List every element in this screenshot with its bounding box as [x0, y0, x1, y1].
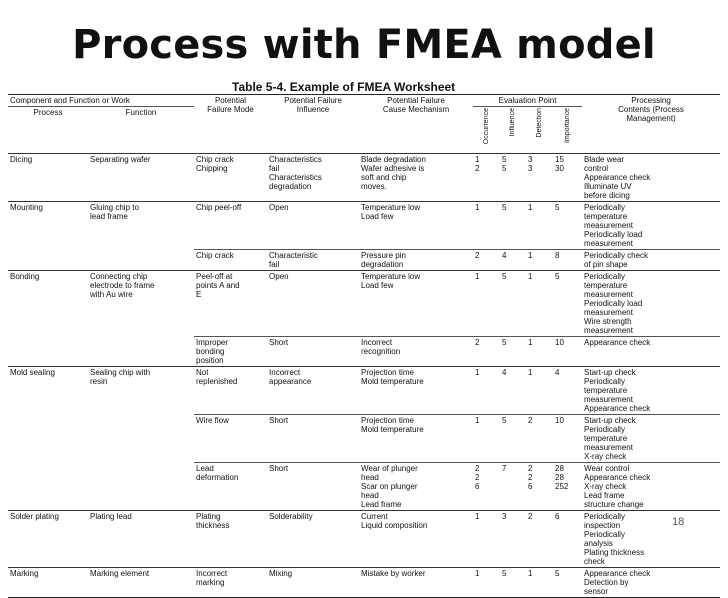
table-row: [8, 202, 720, 250]
table-row: [8, 154, 720, 202]
table-row: [8, 463, 720, 511]
cell-influence: 7: [500, 463, 526, 511]
cell-detection: 1: [526, 250, 553, 271]
cell-processing-contents: Start-up check Periodically temperature measurement Appearance check: [582, 367, 720, 415]
table-caption: Table 5-4. Example of FMEA Worksheet: [232, 80, 456, 94]
cell-importance: 5: [553, 568, 582, 598]
table-row: [8, 250, 720, 271]
cell-failure-cause: Projection time Mold temperature: [359, 367, 473, 415]
cell-process: Mold sealing: [8, 367, 88, 415]
cell-processing-contents: Periodically temperature measurement Periodically load measurement: [582, 202, 720, 250]
table-row: [8, 511, 720, 568]
cell-occurrence: 1: [473, 511, 500, 568]
table-row: [8, 568, 720, 598]
cell-process: Marking: [8, 568, 88, 598]
cell-failure-cause: Current Liquid composition: [359, 511, 473, 568]
cell-process: Dicing: [8, 154, 88, 202]
slide-title: Process with FMEA model: [72, 22, 656, 68]
cell-process: [8, 463, 88, 511]
cell-detection: 1: [526, 337, 553, 367]
cell-process: Bonding: [8, 271, 88, 337]
cell-failure-cause: Temperature low Load few: [359, 202, 473, 250]
cell-importance: 5: [553, 271, 582, 337]
cell-influence: 3: [500, 511, 526, 568]
header-influence: Influence: [509, 108, 517, 137]
cell-detection: 1: [526, 271, 553, 337]
cell-failure-mode: Wire flow: [194, 415, 267, 463]
page-number: 18: [672, 516, 685, 528]
cell-failure-influence: Characteristics fail Characteristics degradation: [267, 154, 359, 202]
cell-detection: 2: [526, 415, 553, 463]
cell-function: Marking element: [88, 568, 194, 598]
fmea-worksheet-table: [8, 94, 720, 598]
header-failure-cause: Potential Failure Cause Mechanism: [359, 95, 473, 154]
cell-failure-mode: Plating thickness: [194, 511, 267, 568]
cell-processing-contents: Periodically temperature measurement Periodically load measurement Wire strength measurement: [582, 271, 720, 337]
cell-failure-cause: Projection time Mold temperature: [359, 415, 473, 463]
cell-influence: 4: [500, 367, 526, 415]
cell-detection: 1: [526, 202, 553, 250]
cell-failure-influence: Short: [267, 463, 359, 511]
cell-failure-mode: Chip peel-off: [194, 202, 267, 250]
cell-process: [8, 415, 88, 463]
table-row: [8, 271, 720, 337]
cell-process: Solder plating: [8, 511, 88, 568]
cell-failure-mode: Not replenished: [194, 367, 267, 415]
cell-importance: 15 30: [553, 154, 582, 202]
cell-failure-influence: Incorrect appearance: [267, 367, 359, 415]
cell-function: Separating wafer: [88, 154, 194, 202]
cell-influence: 5 5: [500, 154, 526, 202]
cell-occurrence: 2 2 6: [473, 463, 500, 511]
cell-occurrence: 1: [473, 568, 500, 598]
cell-influence: 5: [500, 415, 526, 463]
header-process: Process: [8, 107, 88, 154]
cell-failure-influence: Characteristic fail: [267, 250, 359, 271]
header-importance: Importance: [563, 108, 571, 144]
cell-function: Sealing chip with resin: [88, 367, 194, 415]
cell-importance: 4: [553, 367, 582, 415]
cell-importance: 5: [553, 202, 582, 250]
cell-importance: 6: [553, 511, 582, 568]
cell-influence: 5: [500, 568, 526, 598]
cell-function: Connecting chip electrode to frame with Au wire: [88, 271, 194, 337]
cell-importance: 10: [553, 415, 582, 463]
cell-importance: 8: [553, 250, 582, 271]
cell-processing-contents: Appearance check Detection by sensor: [582, 568, 720, 598]
cell-failure-mode: Chip crack Chipping: [194, 154, 267, 202]
cell-failure-cause: Wear of plunger head Scar on plunger head Lead frame: [359, 463, 473, 511]
header-function: Function: [88, 107, 194, 154]
cell-function: Plating lead: [88, 511, 194, 568]
cell-function: [88, 463, 194, 511]
cell-failure-influence: Short: [267, 337, 359, 367]
header-occurrence: Occurrence: [482, 108, 490, 145]
cell-failure-mode: Improper bonding position: [194, 337, 267, 367]
cell-failure-mode: Peel-off at points A and E: [194, 271, 267, 337]
cell-process: [8, 337, 88, 367]
cell-function: [88, 415, 194, 463]
cell-occurrence: 1 2: [473, 154, 500, 202]
cell-failure-influence: Solderability: [267, 511, 359, 568]
cell-failure-cause: Incorrect recognition: [359, 337, 473, 367]
cell-detection: 2 2 6: [526, 463, 553, 511]
cell-failure-mode: Lead deformation: [194, 463, 267, 511]
cell-occurrence: 2: [473, 337, 500, 367]
cell-detection: 1: [526, 367, 553, 415]
table-row: [8, 337, 720, 367]
cell-occurrence: 1: [473, 271, 500, 337]
header-failure-influence: Potential Failure Influence: [267, 95, 359, 154]
cell-processing-contents: Periodically check of pin shape: [582, 250, 720, 271]
cell-failure-mode: Incorrect marking: [194, 568, 267, 598]
cell-failure-cause: Temperature low Load few: [359, 271, 473, 337]
cell-detection: 1: [526, 568, 553, 598]
cell-detection: 2: [526, 511, 553, 568]
cell-processing-contents: Appearance check: [582, 337, 720, 367]
header-component-function-work: Component and Function or Work: [8, 95, 194, 107]
table-row: [8, 367, 720, 415]
cell-failure-cause: Blade degradation Wafer adhesive is soft and chip moves.: [359, 154, 473, 202]
header-failure-mode: Potential Failure Mode: [194, 95, 267, 154]
cell-failure-cause: Pressure pin degradation: [359, 250, 473, 271]
cell-occurrence: 1: [473, 415, 500, 463]
cell-occurrence: 2: [473, 250, 500, 271]
cell-importance: 10: [553, 337, 582, 367]
header-processing-contents: Processing Contents (Process Management): [582, 95, 720, 154]
cell-process: [8, 250, 88, 271]
cell-function: Gluing chip to lead frame: [88, 202, 194, 250]
cell-influence: 4: [500, 250, 526, 271]
header-detection: Detection: [535, 108, 543, 138]
cell-influence: 5: [500, 202, 526, 250]
cell-processing-contents: Start-up check Periodically temperature measurement X-ray check: [582, 415, 720, 463]
cell-failure-cause: Mistake by worker: [359, 568, 473, 598]
cell-influence: 5: [500, 337, 526, 367]
cell-occurrence: 1: [473, 367, 500, 415]
cell-processing-contents: Periodically inspection Periodically analysis Plating thickness check: [582, 511, 720, 568]
cell-failure-influence: Short: [267, 415, 359, 463]
cell-processing-contents: Blade wear control Appearance check Illuminate UV before dicing: [582, 154, 720, 202]
cell-process: Mounting: [8, 202, 88, 250]
cell-failure-influence: Open: [267, 271, 359, 337]
cell-occurrence: 1: [473, 202, 500, 250]
cell-failure-influence: Mixing: [267, 568, 359, 598]
header-evaluation-point: Evaluation Point: [473, 95, 582, 107]
cell-processing-contents: Wear control Appearance check X-ray check Lead frame structure change: [582, 463, 720, 511]
cell-importance: 28 28 252: [553, 463, 582, 511]
cell-influence: 5: [500, 271, 526, 337]
cell-function: [88, 337, 194, 367]
cell-failure-mode: Chip crack: [194, 250, 267, 271]
cell-failure-influence: Open: [267, 202, 359, 250]
table-row: [8, 415, 720, 463]
cell-function: [88, 250, 194, 271]
cell-detection: 3 3: [526, 154, 553, 202]
